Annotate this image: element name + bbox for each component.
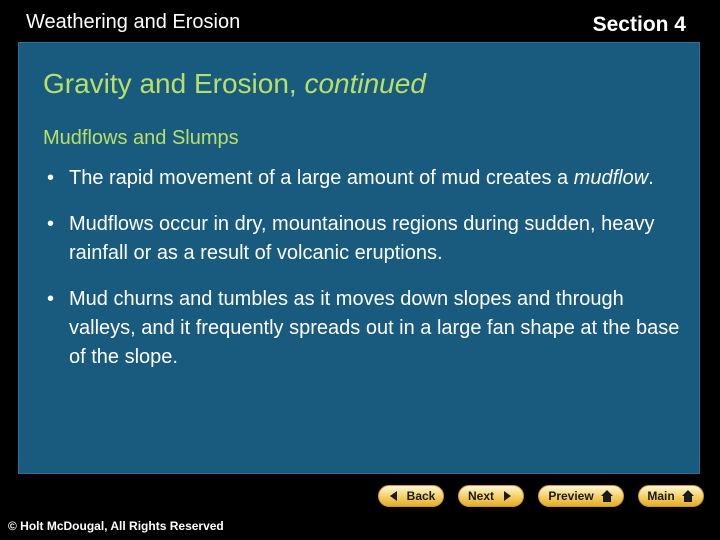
- section-label: Section 4: [592, 13, 686, 36]
- bullet-item: [41, 285, 691, 372]
- next-arrow-icon: [500, 489, 514, 503]
- main-button[interactable]: [638, 485, 704, 507]
- bullet-dot-icon: •: [47, 167, 55, 189]
- bullet-text-end: .: [648, 167, 654, 189]
- slide-title-continued: continued: [304, 68, 426, 99]
- bullet-text: Mud churns and tumbles as it moves down slopes and through valleys, and it frequently spreads out in a large fan shape at the base of the slope.: [69, 288, 680, 368]
- slide-header: [0, 0, 720, 42]
- slide-title-main: Gravity and Erosion,: [43, 68, 297, 99]
- main-button-label: Main: [647, 489, 675, 503]
- back-button[interactable]: [378, 485, 444, 507]
- bullet-dot-icon: •: [47, 288, 55, 310]
- bullet-item: [41, 164, 691, 193]
- next-button-label: Next: [467, 489, 494, 503]
- bullet-text: Mudflows occur in dry, mountainous regions during sudden, heavy rainfall or as a result of volcanic eruptions.: [69, 213, 655, 264]
- preview-button[interactable]: [538, 485, 624, 507]
- next-button[interactable]: [458, 485, 524, 507]
- slide-title: [43, 68, 426, 100]
- preview-button-label: Preview: [548, 489, 594, 503]
- copyright-text: © Holt McDougal, All Rights Reserved: [8, 519, 224, 533]
- back-arrow-icon: [387, 489, 401, 503]
- house-icon: [681, 489, 695, 503]
- footer: [0, 512, 720, 540]
- slide-subtitle: Mudflows and Slumps: [43, 127, 239, 149]
- back-button-label: Back: [406, 489, 436, 503]
- slide-content: [18, 42, 700, 474]
- bullet-item: [41, 210, 691, 268]
- house-icon: [600, 489, 614, 503]
- bullet-dot-icon: •: [47, 213, 55, 235]
- bullet-list: [41, 164, 691, 389]
- course-title: Weathering and Erosion: [26, 11, 241, 33]
- bullet-term: mudflow: [573, 167, 649, 189]
- bullet-text: The rapid movement of a large amount of mud creates a: [69, 167, 574, 189]
